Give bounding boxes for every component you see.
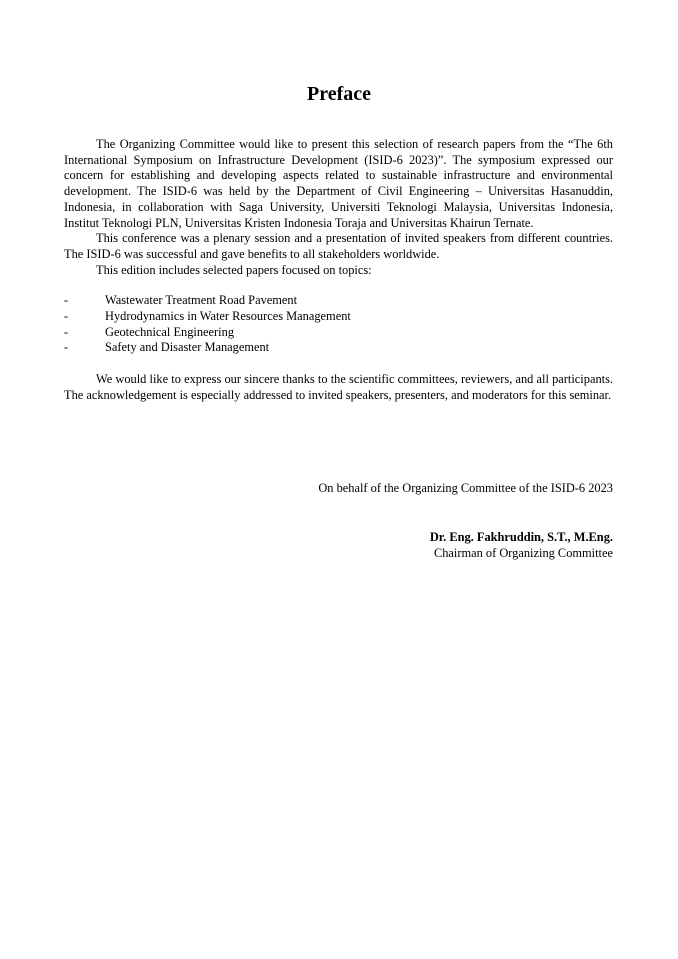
list-bullet: - [64,340,69,355]
topic-label: Hydrodynamics in Water Resources Management [105,309,351,324]
list-bullet: - [64,293,69,308]
list-item [64,293,613,309]
topics-intro-paragraph: This edition includes selected papers focused on topics: [96,262,372,277]
topic-label: Wastewater Treatment Road Pavement [105,293,298,308]
closing-line: On behalf of the Organizing Committee of the ISID-6 2023 [318,481,613,495]
signatory-role: Chairman of Organizing Committee [433,546,613,560]
topic-label: Geotechnical Engineering [105,324,235,339]
signatory-name: Dr. Eng. Fakhruddin, S.T., M.Eng. [429,530,613,544]
conference-paragraph: This conference was a plenary session and a presentation of invited speakers from different countries. The ISID-6 was successful and gave benefits to all stakeholders worldwide. [64,231,613,261]
intro-paragraph: The Organizing Committee would like to present this selection of research papers from the “The 6th International Symposium on Infrastructure Development (ISID-6 2023)”. The symposium expressed our concern for establishing and developing aspects related to sustainable infrastructure and environmental development. The ISID-6 was held by the Department of Civil Engineering – Universitas Hasanuddin, Indonesia, in collaboration with Saga University, Universiti Teknologi Malaysia, Universitas Indonesia, Institut Teknologi PLN, Universitas Kristen Indonesia Toraja and Universitas Khairun Ternate. [64,137,613,230]
topics-list [64,293,613,356]
page-title: Preface [306,83,372,105]
signature-block [64,529,613,561]
list-item [64,325,613,341]
preface-body [64,137,613,404]
thanks-paragraph: We would like to express our sincere thanks to the scientific committees, reviewers, and all participants. The acknowledgement is especially addressed to invited speakers, presenters, and moderators for this seminar. [64,372,613,402]
list-item [64,309,613,325]
list-bullet: - [64,324,69,339]
list-bullet: - [64,309,69,324]
list-item [64,340,613,356]
topic-label: Safety and Disaster Management [105,340,270,355]
